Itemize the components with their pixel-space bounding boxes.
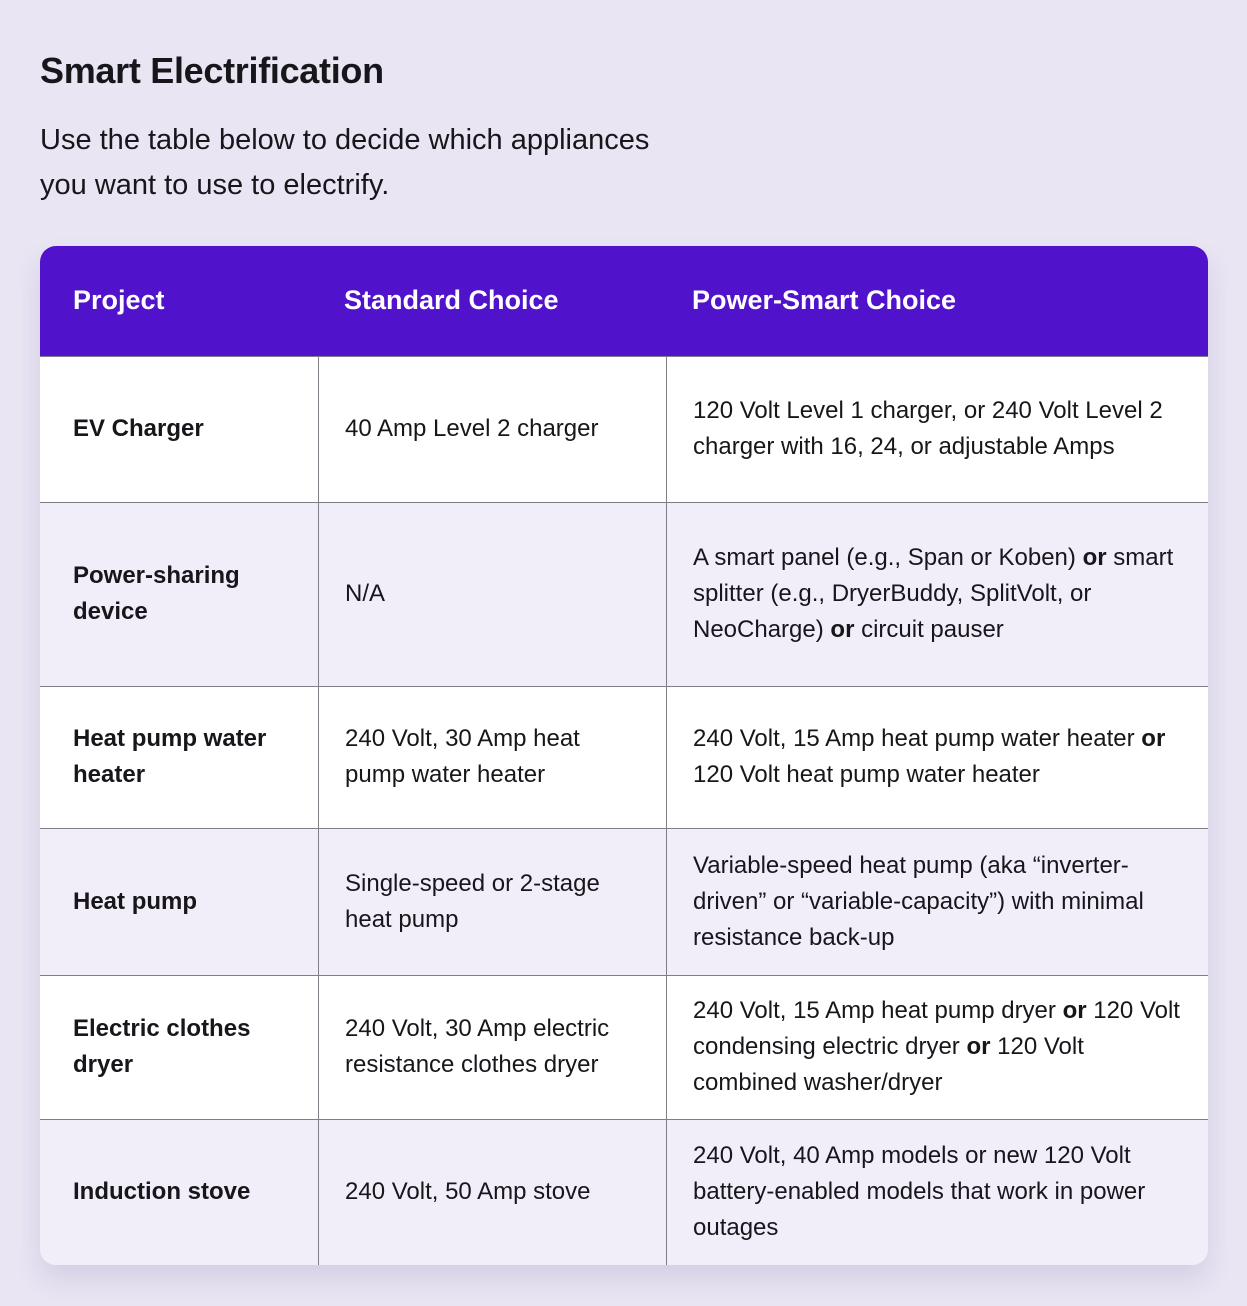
header-cell-standard-choice: Standard Choice (344, 285, 559, 316)
project-cell: EV Charger (73, 415, 204, 443)
standard-choice-cell: 240 Volt, 50 Amp stove (318, 1120, 666, 1265)
project-cell: Electric clothes dryer (73, 1015, 251, 1079)
power-smart-cell: 120 Volt Level 1 charger, or 240 Volt Level 2 charger with 16, 24, or adjustable Amps (666, 357, 1208, 502)
page-subtitle: Use the table below to decide which appliances you want to use to electrify. (40, 124, 650, 201)
power-smart-cell: 240 Volt, 15 Amp heat pump water heater or 120 Volt heat pump water heater (666, 687, 1208, 828)
standard-choice-cell: 240 Volt, 30 Amp heat pump water heater (318, 687, 666, 828)
project-cell: Induction stove (73, 1178, 251, 1206)
power-smart-cell: A smart panel (e.g., Span or Koben) or smart splitter (e.g., DryerBuddy, SplitVolt, or NeoCharge) or circuit pauser (666, 503, 1208, 686)
header-cell-project: Project (73, 285, 165, 316)
project-cell: Heat pump (73, 887, 198, 915)
standard-choice-cell: N/A (318, 503, 666, 686)
project-cell: Power-sharing device (73, 562, 240, 626)
power-smart-cell: 240 Volt, 40 Amp models or new 120 Volt battery-enabled models that work in power outages (666, 1120, 1208, 1265)
page-title: Smart Electrification (40, 50, 384, 91)
table-row (40, 686, 1208, 828)
power-smart-cell: 240 Volt, 15 Amp heat pump dryer or 120 Volt condensing electric dryer or 120 Volt combined washer/dryer (666, 976, 1208, 1119)
table-header (40, 246, 1208, 356)
standard-choice-cell: 240 Volt, 30 Amp electric resistance clothes dryer (318, 976, 666, 1119)
standard-choice-cell: Single-speed or 2-stage heat pump (318, 829, 666, 975)
table-row (40, 1119, 1208, 1265)
table-row (40, 502, 1208, 686)
table-row (40, 975, 1208, 1119)
table-body (40, 356, 1208, 1265)
table-row (40, 356, 1208, 502)
project-cell: Heat pump water heater (73, 725, 267, 789)
electrification-table (40, 246, 1208, 1265)
power-smart-cell: Variable-speed heat pump (aka “inverter-driven” or “variable-capacity”) with minimal resistance back-up (666, 829, 1208, 975)
standard-choice-cell: 40 Amp Level 2 charger (318, 357, 666, 502)
header-cell-power-smart-choice: Power-Smart Choice (692, 285, 957, 316)
table-row (40, 828, 1208, 975)
